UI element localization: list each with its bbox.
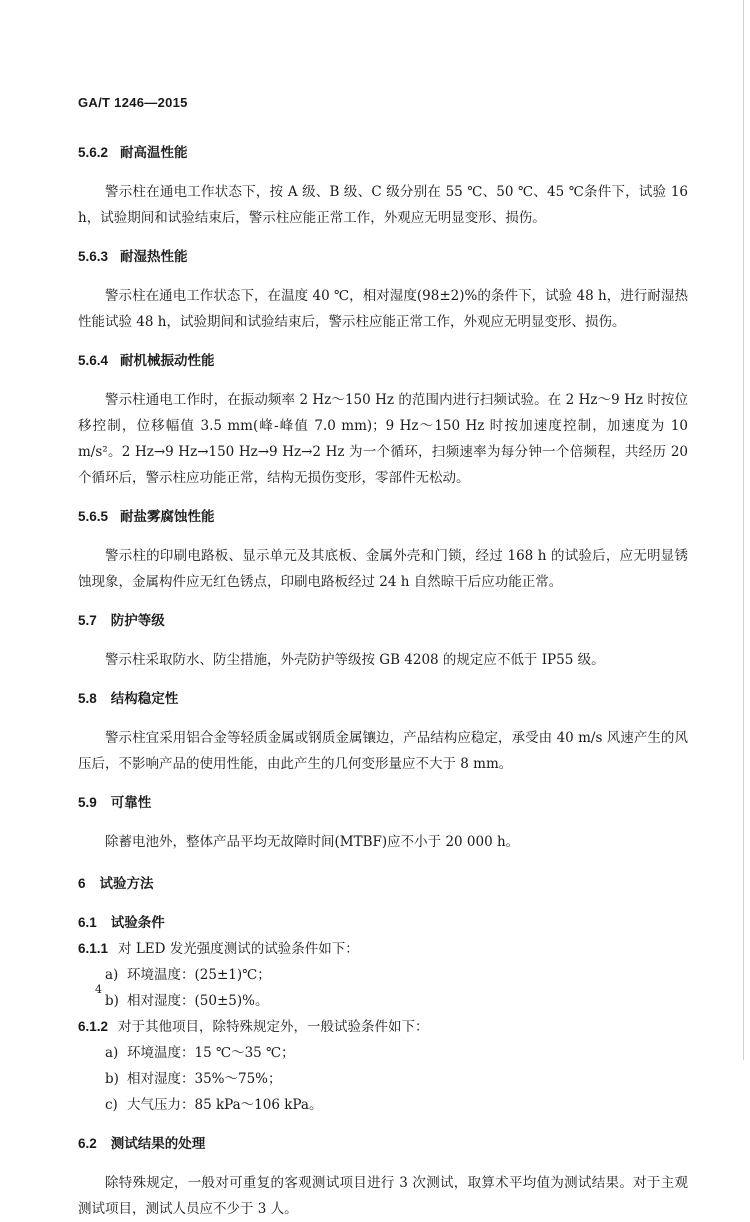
section-heading-5-6-5: 5.6.5 耐盐雾腐蚀性能 (78, 509, 215, 525)
section-text-5-6-5: 警示柱的印刷电路板、显示单元及其底板、金属外壳和门锁，经过 168 h 的试验后，应无明显锈蚀现象，金属构件应无红色锈点，印刷电路板经过 24 h 自然晾干后应功能正常。 (78, 548, 688, 590)
section-heading-5-6-3: 5.6.3 耐湿热性能 (78, 249, 188, 265)
standard-code-header: GA/T 1246—2015 (78, 95, 188, 110)
scan-edge-line (743, 0, 744, 1060)
list-item: c) 大气压力：85 kPa～106 kPa。 (105, 1097, 323, 1113)
section-heading-5-9: 5.9 可靠性 (78, 795, 152, 811)
list-item: b) 相对湿度：(50±5)%。 (105, 993, 269, 1009)
clause-6-1-2: 6.1.2 对于其他项目，除特殊规定外，一般试验条件如下： (78, 1019, 429, 1035)
section-text-5-6-4: 警示柱通电工作时，在振动频率 2 Hz～150 Hz 的范围内进行扫频试验。在 2 Hz～9 Hz 时按位移控制，位移幅值 3.5 mm(峰-峰值 7.0 mm)；9 Hz～150 Hz 时按加速度控制，加速度为 10 m/s²。2 Hz→9 Hz→150 Hz→9 Hz→2 Hz 为一个循环，扫频速率为每分钟一个倍频程，共经历 20 个循环后，警示柱应功能正常，结构无损伤变形，零部件无松动。 (78, 392, 688, 486)
section-heading-5-6-4: 5.6.4 耐机械振动性能 (78, 353, 215, 369)
section-text-5-6-2: 警示柱在通电工作状态下，按 A 级、B 级、C 级分别在 55 ℃、50 ℃、45 ℃条件下，试验 16 h，试验期间和试验结束后，警示柱应能正常工作，外观应无明显变形、损伤。 (78, 184, 688, 226)
clause-6-1-1: 6.1.1 对 LED 发光强度测试的试验条件如下： (78, 941, 359, 957)
chapter-heading-6: 6 试验方法 (78, 876, 154, 892)
section-heading-6-1: 6.1 试验条件 (78, 915, 165, 931)
list-item: b) 相对湿度：35%～75%； (105, 1071, 282, 1087)
section-text-6-2: 除特殊规定，一般对可重复的客观测试项目进行 3 次测试，取算术平均值为测试结果。对于主观测试项目，测试人员应不少于 3 人。 (78, 1175, 688, 1217)
list-item: a) 环境温度：(25±1)℃； (105, 967, 271, 983)
section-text-5-8: 警示柱宜采用铝合金等轻质金属或钢质金属镶边，产品结构应稳定，承受由 40 m/s 风速产生的风压后，不影响产品的使用性能，由此产生的几何变形量应不大于 8 mm。 (78, 730, 688, 772)
list-item: a) 环境温度：15 ℃～35 ℃； (105, 1045, 295, 1061)
section-text-5-6-3: 警示柱在通电工作状态下，在温度 40 ℃，相对湿度(98±2)%的条件下，试验 48 h，进行耐湿热性能试验 48 h，试验期间和试验结束后，警示柱应能正常工作，外观应无明显变形、损伤。 (78, 288, 688, 330)
page-number: 4 (95, 983, 102, 996)
section-text-5-7: 警示柱采取防水、防尘措施，外壳防护等级按 GB 4208 的规定应不低于 IP55 级。 (105, 652, 605, 668)
section-heading-5-8: 5.8 结构稳定性 (78, 691, 179, 707)
section-text-5-9: 除蓄电池外，整体产品平均无故障时间(MTBF)应不小于 20 000 h。 (105, 834, 520, 850)
section-heading-5-6-2: 5.6.2 耐高温性能 (78, 145, 188, 161)
section-heading-5-7: 5.7 防护等级 (78, 613, 165, 629)
section-heading-6-2: 6.2 测试结果的处理 (78, 1136, 206, 1152)
